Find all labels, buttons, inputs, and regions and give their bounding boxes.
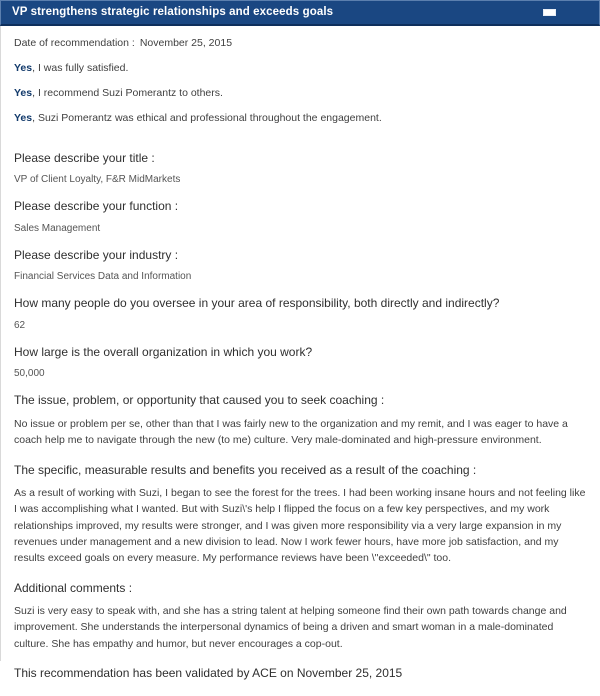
question-text: The specific, measurable results and benefits you received as a result of the coaching :	[14, 462, 477, 477]
affirmation-text: , I was fully satisfied.	[32, 62, 129, 75]
answer-text: 62	[14, 319, 26, 331]
qa-block	[14, 463, 586, 567]
date-of-recommendation	[14, 37, 586, 50]
qa-list	[14, 151, 586, 652]
qa-block	[14, 393, 586, 448]
answer-text: As a result of working with Suzi, I began to see the forest for the trees. I had been working insane hours and not feeling like I was accomplishing what I wanted. But with Suzi\'s help I flipped the focus on a few key perspectives, and my work relationships improved, my results were stronger, and I was given more responsibility via a very large expansion in my revenues under management and a new division to lead. Now I work fewer hours, have more job satisfaction, and my results exceed goals on every measure. My performance reviews have been \"exceeded\" too.	[14, 487, 586, 565]
content-area	[1, 26, 600, 696]
answer-text: VP of Client Loyalty, F&R MidMarkets	[14, 174, 181, 186]
answer-text: Sales Management	[14, 222, 101, 234]
affirmation-line	[14, 62, 586, 75]
affirmation-yes-label: Yes	[14, 62, 33, 75]
answer-text: Suzi is very easy to speak with, and she has a string talent at helping someone find their own path towards change and improvement. She understands the interpersonal dynamics of being a driven and smart woman in a male-dominated culture. She has empathy and humor, but never encourages a cop-out.	[14, 605, 567, 650]
panel-header	[0, 0, 600, 26]
affirmation-text: , I recommend Suzi Pomerantz to others.	[32, 87, 223, 100]
affirmation-line	[14, 112, 586, 125]
affirmation-line	[14, 87, 586, 100]
affirmation-yes-label: Yes	[14, 112, 33, 125]
minimize-icon[interactable]	[543, 9, 556, 16]
question-text: The issue, problem, or opportunity that caused you to seek coaching :	[14, 393, 385, 408]
question-text: How large is the overall organization in which you work?	[14, 344, 313, 359]
panel-body	[0, 26, 600, 680]
affirmation-text: , Suzi Pomerantz was ethical and professional throughout the engagement.	[32, 112, 382, 125]
question-text: Additional comments :	[14, 580, 133, 595]
qa-block	[14, 581, 586, 652]
answer-text: No issue or problem per se, other than that I was fairly new to the organization and my remit, and I was eager to have a coach help me to navigate through the new (to me) culture. Very male-dominated and high-pressure environment.	[14, 418, 568, 447]
question-text: How many people do you oversee in your area of responsibility, both directly and indirectly?	[14, 296, 500, 311]
validation-statement: This recommendation has been validated by ACE on November 25, 2015	[14, 665, 403, 680]
qa-block	[14, 199, 586, 235]
question-text: Please describe your industry :	[14, 247, 179, 262]
answer-text: Financial Services Data and Information	[14, 271, 192, 283]
qa-block	[14, 151, 586, 187]
question-text: Please describe your function :	[14, 199, 179, 214]
question-text: Please describe your title :	[14, 150, 155, 165]
date-value: November 25, 2015	[139, 37, 233, 49]
section-spacer	[14, 138, 586, 151]
answer-text: 50,000	[14, 368, 45, 380]
qa-block	[14, 296, 586, 332]
affirmation-yes-label: Yes	[14, 87, 33, 100]
affirmations-list	[14, 62, 586, 125]
date-label: Date of recommendation :	[14, 37, 135, 49]
qa-block	[14, 248, 586, 284]
qa-block	[14, 345, 586, 381]
page-title: VP strengthens strategic relationships and exceeds goals	[12, 5, 334, 18]
